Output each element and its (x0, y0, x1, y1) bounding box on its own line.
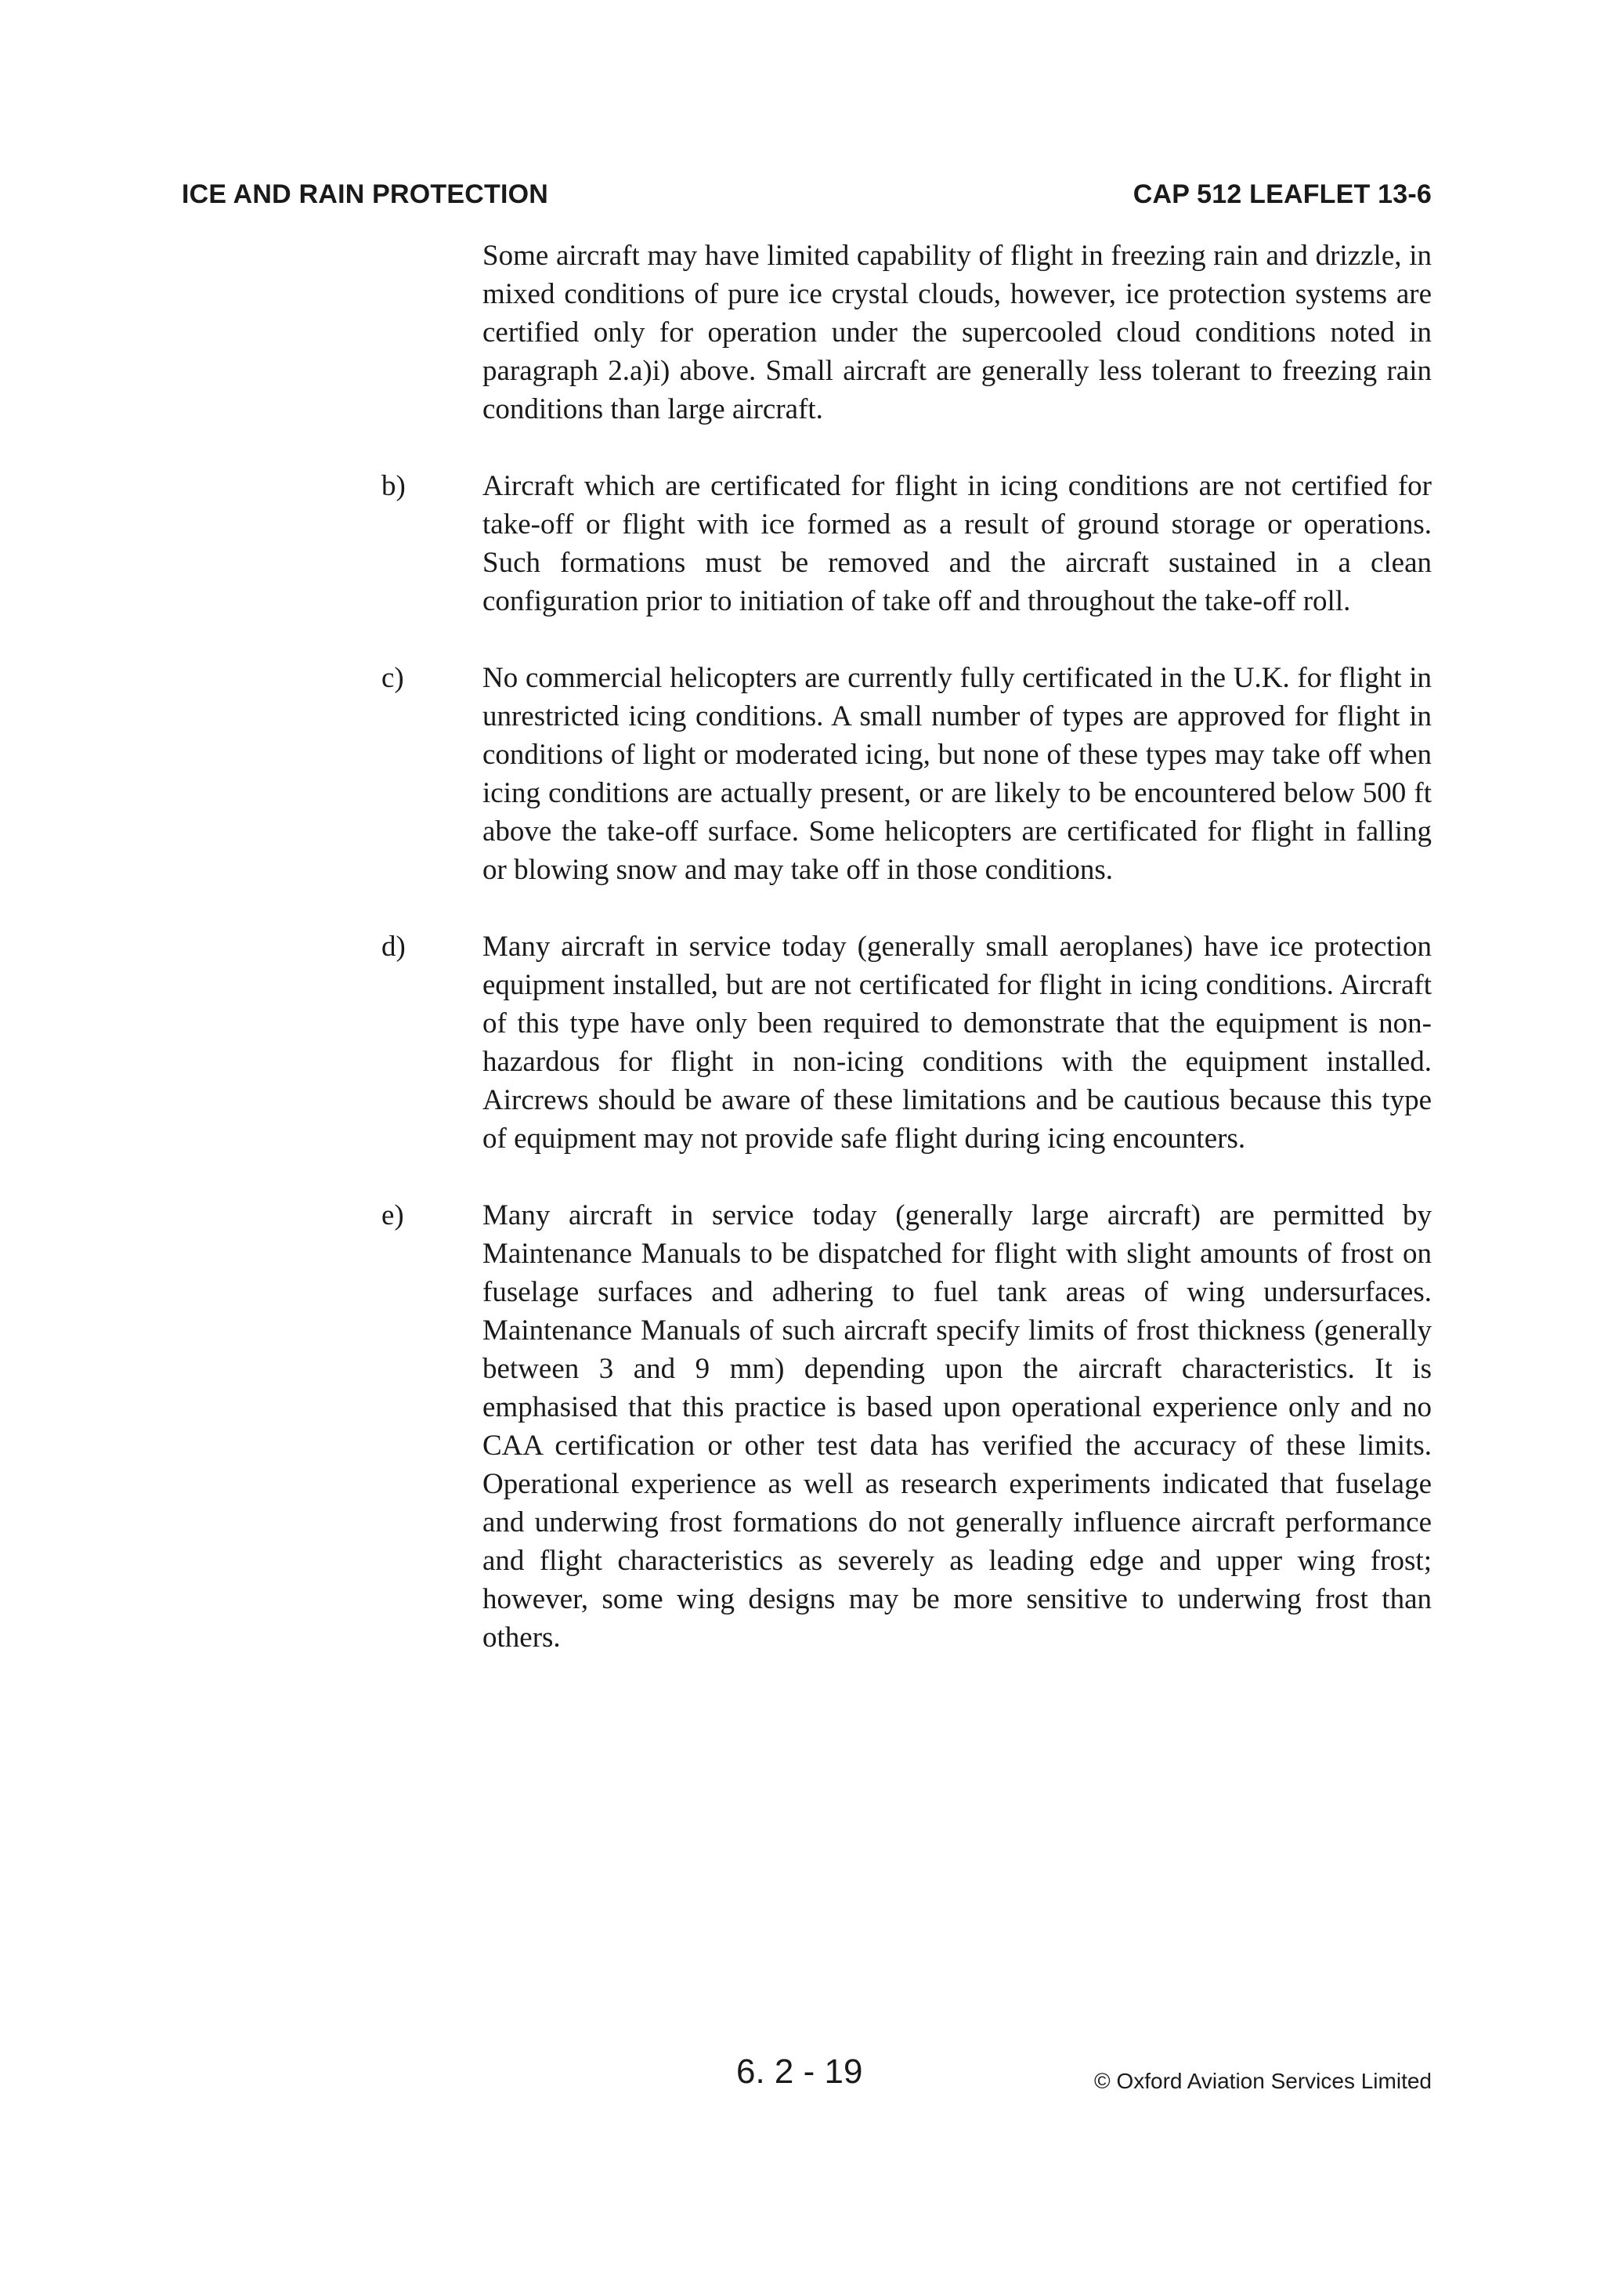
paragraph-d (182, 927, 1432, 1158)
paragraph-label (182, 237, 482, 428)
footer-page-number: 6. 2 - 19 (736, 2052, 863, 2091)
paragraph-text: Many aircraft in service today (generally small aeroplanes) have ice protection equipment installed, but are not certificated for flight in icing conditions. Aircraft of this type have only been required to demonstrate that the equipment is non-hazardous for flight in non-icing conditions with the equipment installed. Aircrews should be aware of these limitations and be cautious because this type of equipment may not provide safe flight during icing encounters. (482, 931, 1432, 1155)
paragraph-text: Aircraft which are certificated for flight in icing conditions are not certified for take-off or flight with ice formed as a result of ground storage or operations. Such formations must be removed and the aircraft sustained in a clean configuration prior to initiation of take off and throughout the take-off roll. (482, 470, 1432, 617)
paragraph-label: d) (381, 931, 406, 963)
paragraph-label: c) (381, 662, 404, 694)
paragraph-text: Some aircraft may have limited capability of flight in freezing rain and drizzle, in mixed conditions of pure ice crystal clouds, however, ice protection systems are certified only for operation under the supercooled cloud conditions noted in paragraph 2.a)i) above. Small aircraft are generally less tolerant to freezing rain conditions than large aircraft. (482, 240, 1432, 425)
body-text (182, 237, 1432, 1695)
paragraph-label: b) (381, 470, 406, 502)
footer-copyright: © Oxford Aviation Services Limited (1094, 2069, 1432, 2093)
paragraph-text: No commercial helicopters are currently fully certificated in the U.K. for flight in unrestricted icing conditions. A small number of types are approved for flight in conditions of light or moderated icing, but none of these types may take off when icing conditions are actually present, or are likely to be encountered below 500 ft above the take-off surface. Some helicopters are certificated for flight in falling or blowing snow and may take off in those conditions. (482, 662, 1432, 886)
header-section-title: ICE AND RAIN PROTECTION (182, 179, 549, 209)
paragraph-continuation (182, 237, 1432, 428)
paragraph-label: e) (381, 1199, 404, 1231)
paragraph-c (182, 659, 1432, 889)
paragraph-text: Many aircraft in service today (generally large aircraft) are permitted by Maintenance Manuals to be dispatched for flight with slight amounts of frost on fuselage surfaces and adhering to fuel tank areas of wing undersurfaces. Maintenance Manuals of such aircraft specify limits of frost thickness (generally between 3 and 9 mm) depending upon the aircraft characteristics. It is emphasised that this practice is based upon operational experience only and no CAA certification or other test data has verified the accuracy of these limits. Operational experience as well as research experiments indicated that fuselage and underwing frost formations do not generally influence aircraft performance and flight characteristics as severely as leading edge and upper wing frost; however, some wing designs may be more sensitive to underwing frost than others. (482, 1199, 1432, 1654)
header-document-reference: CAP 512 LEAFLET 13-6 (1133, 179, 1432, 209)
paragraph-e (182, 1196, 1432, 1657)
paragraph-b (182, 467, 1432, 620)
